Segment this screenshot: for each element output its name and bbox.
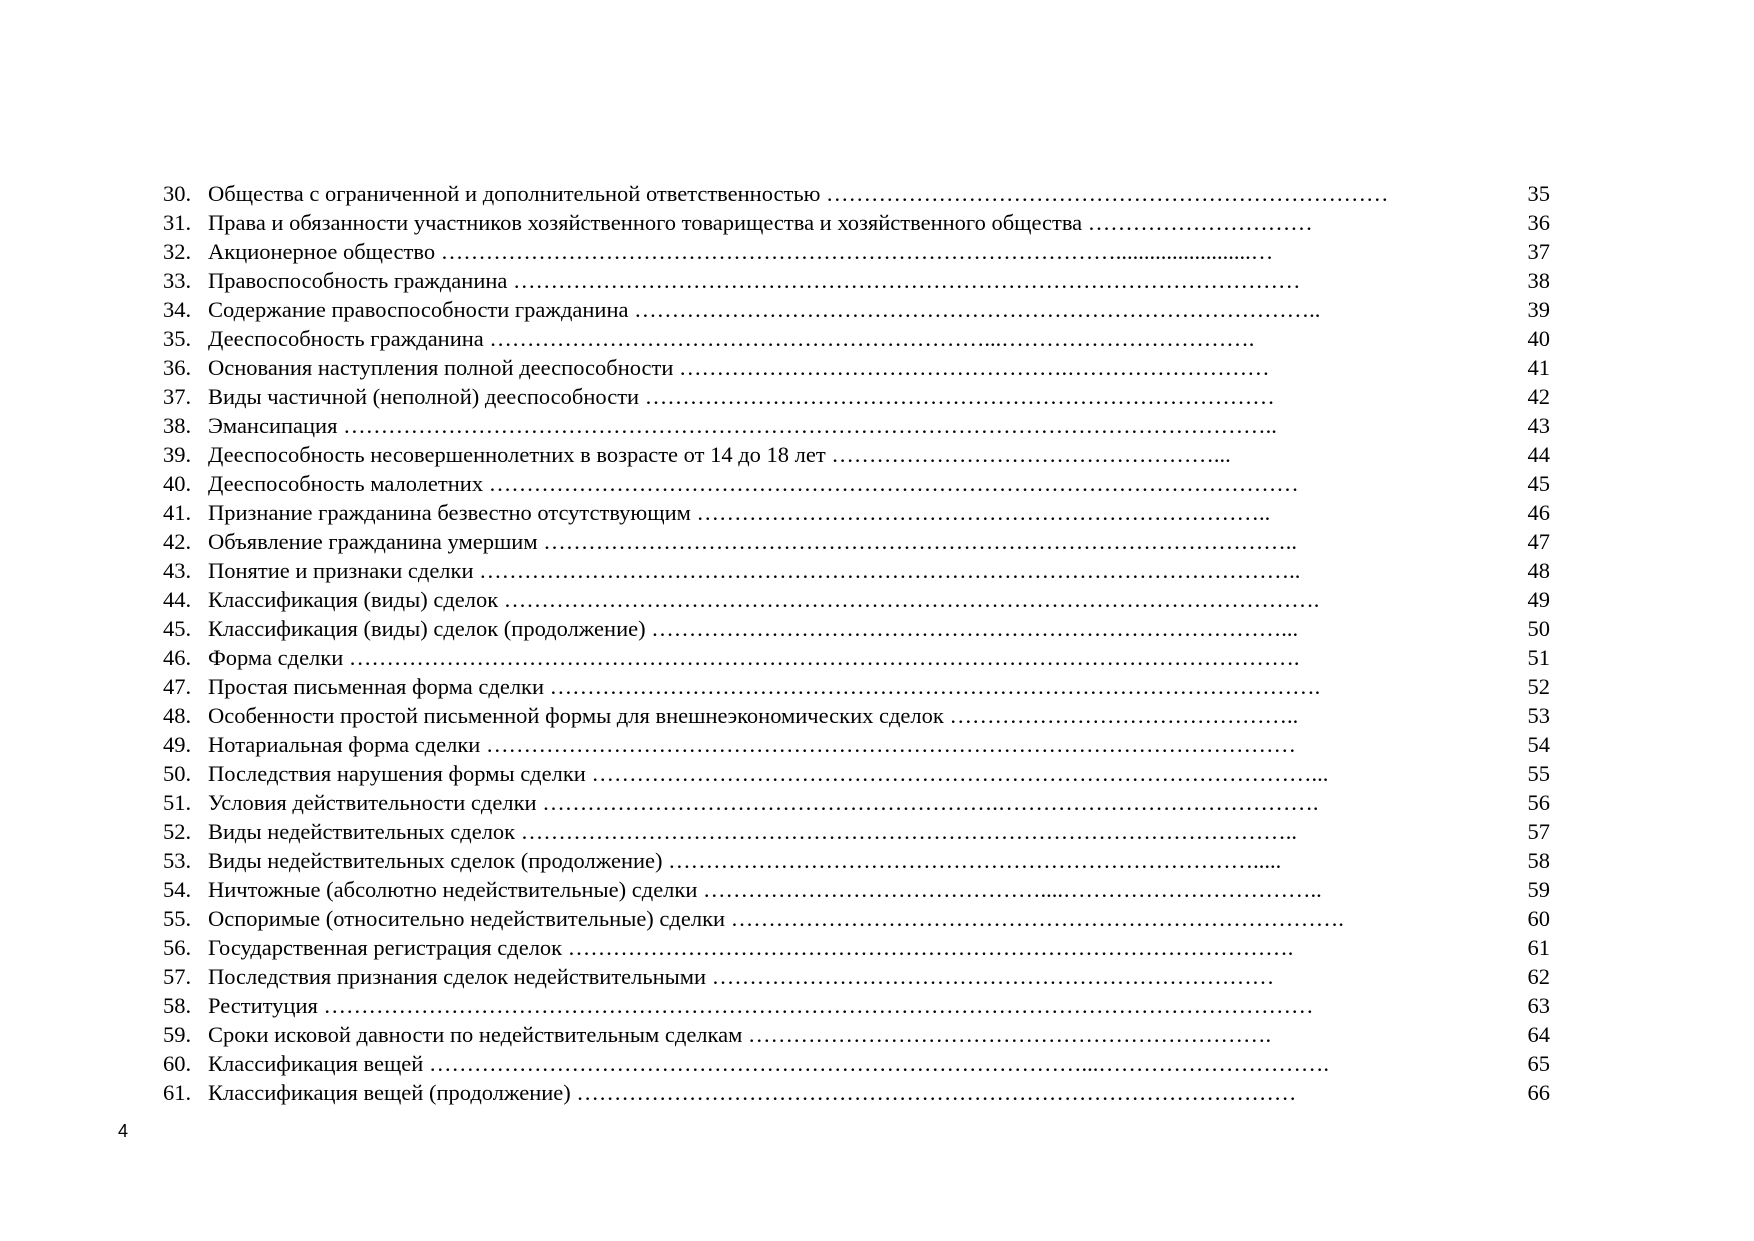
toc-entry-page: 53 <box>1527 703 1550 728</box>
toc-entry-title: Оспоримые (относительно недействительные) сделки <box>208 906 726 931</box>
table-of-contents <box>163 179 1550 1107</box>
toc-entry-page: 66 <box>1527 1080 1550 1105</box>
toc-entry-page: 51 <box>1527 645 1550 670</box>
toc-entry <box>163 527 1550 556</box>
toc-entry-title-line <box>208 469 1618 498</box>
toc-entry-number: 47. <box>163 674 192 699</box>
toc-entry-leader-dots: ……………………………………………………………………………………….. <box>543 529 1297 554</box>
toc-entry-title: Виды недействительных сделок (продолжение) <box>208 848 663 873</box>
toc-entry-number: 36. <box>163 355 192 380</box>
toc-entry-title: Дееспособность малолетних <box>208 471 484 496</box>
toc-entry-number: 56. <box>163 935 192 960</box>
toc-entry-page: 62 <box>1527 964 1550 989</box>
toc-entry-leader-dots: ………………………………………………………………………………………….. <box>520 819 1297 844</box>
toc-entry-leader-dots: …………………………………………………………………………... <box>651 616 1299 641</box>
toc-entry-title: Нотариальная форма сделки <box>208 732 481 757</box>
toc-entry-title: Правоспособность гражданина <box>208 268 508 293</box>
toc-entry-title: Классификация вещей <box>208 1051 424 1076</box>
toc-entry-title-line <box>208 672 1618 701</box>
toc-entry-number: 41. <box>163 500 192 525</box>
toc-entry-title: Эмансипация <box>208 413 338 438</box>
toc-entry-page: 57 <box>1527 819 1550 844</box>
toc-entry <box>163 295 1550 324</box>
toc-entry-leader-dots: …………………………………………………………………………………………. <box>549 674 1321 699</box>
toc-entry-leader-dots: ……………………………………………... <box>831 442 1231 467</box>
toc-entry-title-line <box>208 266 1618 295</box>
toc-entry-number: 42. <box>163 529 192 554</box>
toc-entry-title-line <box>208 295 1618 324</box>
toc-entry <box>163 759 1550 788</box>
toc-entry-title: Реституция <box>208 993 318 1018</box>
toc-entry-number: 61. <box>163 1080 192 1105</box>
toc-entry-title-line <box>208 962 1618 991</box>
toc-entry <box>163 672 1550 701</box>
toc-entry <box>163 643 1550 672</box>
toc-entry-title-line <box>208 440 1618 469</box>
toc-entry-number: 58. <box>163 993 192 1018</box>
toc-entry-number: 53. <box>163 848 192 873</box>
toc-entry-number: 52. <box>163 819 192 844</box>
toc-entry <box>163 353 1550 382</box>
toc-entry-page: 50 <box>1527 616 1550 641</box>
toc-entry-page: 47 <box>1527 529 1550 554</box>
toc-entry-title: Последствия нарушения формы сделки <box>208 761 586 786</box>
page-number: 4 <box>118 1121 129 1141</box>
toc-entry <box>163 266 1550 295</box>
toc-entry-page: 45 <box>1527 471 1550 496</box>
toc-entry-title-line <box>208 324 1618 353</box>
toc-entry-leader-dots: ……………………………………………………………………………...…………………………. <box>428 1051 1329 1076</box>
toc-entry-number: 37. <box>163 384 192 409</box>
toc-entry-title: Объявление гражданина умершим <box>208 529 538 554</box>
toc-entry-leader-dots: …………………………………………………………………………………………… <box>513 268 1301 293</box>
toc-entry-number: 43. <box>163 558 192 583</box>
toc-entry <box>163 411 1550 440</box>
toc-entry-leader-dots: ……………………………………………………………………………………………… <box>488 471 1299 496</box>
toc-entry-title: Понятие и признаки сделки <box>208 558 474 583</box>
toc-entry-title-line <box>208 817 1618 846</box>
toc-entry <box>163 556 1550 585</box>
toc-entry-number: 38. <box>163 413 192 438</box>
toc-entry-title-line <box>208 179 1618 208</box>
toc-entry-leader-dots: ……………………………………….. <box>949 703 1299 728</box>
toc-entry-title-line <box>208 1078 1618 1107</box>
toc-entry <box>163 904 1550 933</box>
toc-entry-title: Простая письменная форма сделки <box>208 674 545 699</box>
toc-entry-page: 40 <box>1527 326 1550 351</box>
toc-entry-title: Содержание правоспособности гражданина <box>208 297 629 322</box>
toc-entry <box>163 846 1550 875</box>
toc-entry-title-line <box>208 875 1618 904</box>
toc-entry-title: Общества с ограниченной и дополнительной ответственностью <box>208 181 821 206</box>
toc-entry-title-line <box>208 759 1618 788</box>
toc-entry-number: 40. <box>163 471 192 496</box>
toc-entry-title-line <box>208 498 1618 527</box>
toc-entry-leader-dots: …………………………………………………………………………………… <box>576 1080 1297 1105</box>
toc-entry-title-line <box>208 991 1618 1020</box>
toc-entry-title-line <box>208 556 1618 585</box>
toc-entry <box>163 875 1550 904</box>
toc-entry-leader-dots: ………………………………………………………………………………........................… <box>440 239 1274 264</box>
toc-entry <box>163 788 1550 817</box>
toc-entry-title: Государственная регистрация сделок <box>208 935 563 960</box>
toc-entry-leader-dots: ……………………………………………………………………..... <box>668 848 1282 873</box>
toc-entry-page: 48 <box>1527 558 1550 583</box>
toc-entry <box>163 1049 1550 1078</box>
toc-entry <box>163 1078 1550 1107</box>
toc-entry-number: 49. <box>163 732 192 757</box>
toc-entry-number: 33. <box>163 268 192 293</box>
toc-entry-title: Классификация вещей (продолжение) <box>208 1080 571 1105</box>
toc-entry-leader-dots: ………………………………………………………………….. <box>696 500 1271 525</box>
toc-entry-title-line <box>208 643 1618 672</box>
toc-entry-leader-dots: …………………………………………………………………………………………………………….. <box>343 413 1277 438</box>
toc-entry-leader-dots: ……………………………………………………………………………………………….. <box>479 558 1301 583</box>
toc-entry-number: 44. <box>163 587 192 612</box>
toc-entry-number: 59. <box>163 1022 192 1047</box>
toc-entry-leader-dots: …………………………………………………….……………………………………. <box>542 790 1319 815</box>
toc-entry-title: Основания наступления полной дееспособности <box>208 355 674 380</box>
toc-entry <box>163 817 1550 846</box>
toc-entry-title-line <box>208 237 1618 266</box>
toc-entry <box>163 208 1550 237</box>
toc-entry-number: 57. <box>163 964 192 989</box>
toc-entry-title-line <box>208 904 1618 933</box>
toc-entry-title-line <box>208 411 1618 440</box>
toc-entry-title: Классификация (виды) сделок <box>208 587 499 612</box>
toc-entry-title: Акционерное общество <box>208 239 436 264</box>
toc-entry-title-line <box>208 382 1618 411</box>
toc-entry-title-line <box>208 788 1618 817</box>
toc-entry <box>163 179 1550 208</box>
toc-entry-title: Ничтожные (абсолютно недействительные) сделки <box>208 877 698 902</box>
toc-entry-number: 51. <box>163 790 192 815</box>
toc-entry <box>163 991 1550 1020</box>
toc-entry-title-line <box>208 614 1618 643</box>
toc-entry-title-line <box>208 1020 1618 1049</box>
toc-entry-title-line <box>208 730 1618 759</box>
toc-entry-leader-dots: ………………………………………………………………………. <box>730 906 1344 931</box>
toc-entry-leader-dots: ………………………………………………………………… <box>711 964 1275 989</box>
toc-entry-page: 54 <box>1527 732 1550 757</box>
toc-entry-leader-dots: ……………………………………………………………………………………………… <box>485 732 1296 757</box>
toc-entry-number: 55. <box>163 906 192 931</box>
toc-entry-page: 61 <box>1527 935 1550 960</box>
toc-entry-title-line <box>208 527 1618 556</box>
toc-entry <box>163 730 1550 759</box>
toc-entry-title: Форма сделки <box>208 645 344 670</box>
toc-entry-page: 36 <box>1527 210 1550 235</box>
toc-entry-number: 31. <box>163 210 192 235</box>
toc-entry <box>163 498 1550 527</box>
toc-entry-leader-dots: ………………………………………………………………………………………………. <box>503 587 1320 612</box>
toc-entry-number: 45. <box>163 616 192 641</box>
toc-entry-page: 56 <box>1527 790 1550 815</box>
toc-entry-page: 46 <box>1527 500 1550 525</box>
toc-entry-page: 39 <box>1527 297 1550 322</box>
toc-entry-title-line <box>208 933 1618 962</box>
toc-entry-leader-dots: ………………………………………………………………………………………………………………. <box>348 645 1300 670</box>
toc-entry-title-line <box>208 353 1618 382</box>
toc-entry <box>163 382 1550 411</box>
toc-entry-title-line <box>208 701 1618 730</box>
toc-entry-leader-dots: ……………………………………………………………………………….. <box>634 297 1321 322</box>
toc-entry <box>163 324 1550 353</box>
toc-entry-title: Особенности простой письменной формы для внешнеэкономических сделок <box>208 703 944 728</box>
toc-entry-number: 35. <box>163 326 192 351</box>
toc-entry-title: Сроки исковой давности по недействительным сделкам <box>208 1022 743 1047</box>
toc-entry-leader-dots: ………………………… <box>1087 210 1313 235</box>
toc-entry <box>163 933 1550 962</box>
toc-entry-page: 64 <box>1527 1022 1550 1047</box>
toc-entry-page: 59 <box>1527 877 1550 902</box>
toc-entry <box>163 469 1550 498</box>
toc-entry-page: 60 <box>1527 906 1550 931</box>
toc-entry-title: Дееспособность гражданина <box>208 326 484 351</box>
toc-entry-page: 58 <box>1527 848 1550 873</box>
toc-entry-leader-dots: …………………………………………….……………………… <box>679 355 1270 380</box>
toc-entry-leader-dots: ………………………………………………………………………… <box>644 384 1275 409</box>
toc-entry <box>163 701 1550 730</box>
toc-entry-page: 52 <box>1527 674 1550 699</box>
toc-entry-title: Виды недействительных сделок <box>208 819 516 844</box>
toc-entry-page: 37 <box>1527 239 1550 264</box>
toc-entry-leader-dots: ………………………………………………………………… <box>826 181 1389 206</box>
toc-entry-page: 35 <box>1527 181 1550 206</box>
toc-entry <box>163 962 1550 991</box>
toc-entry-leader-dots: ……………………………………………………………………………………... <box>591 761 1329 786</box>
toc-entry-title-line <box>208 1049 1618 1078</box>
toc-entry <box>163 585 1550 614</box>
toc-entry-title: Дееспособность несовершеннолетних в возрасте от 14 до 18 лет <box>208 442 826 467</box>
toc-entry-page: 38 <box>1527 268 1550 293</box>
toc-entry-page: 65 <box>1527 1051 1550 1076</box>
toc-entry-title: Классификация (виды) сделок (продолжение) <box>208 616 646 641</box>
toc-entry-title: Виды частичной (неполной) дееспособности <box>208 384 640 409</box>
toc-entry-page: 44 <box>1527 442 1550 467</box>
toc-entry-leader-dots: ………………………………………....…………………………….. <box>703 877 1322 902</box>
toc-entry-page: 55 <box>1527 761 1550 786</box>
toc-entry <box>163 1020 1550 1049</box>
toc-entry-page: 43 <box>1527 413 1550 438</box>
toc-entry-leader-dots: …………………………………………………………...……………………………. <box>489 326 1255 351</box>
toc-entry-page: 42 <box>1527 384 1550 409</box>
toc-entry-number: 46. <box>163 645 192 670</box>
toc-entry-title-line <box>208 208 1618 237</box>
toc-entry-leader-dots: ……………………………………………………………. <box>747 1022 1272 1047</box>
toc-entry-title-line <box>208 585 1618 614</box>
toc-entry-number: 39. <box>163 442 192 467</box>
toc-entry-number: 54. <box>163 877 192 902</box>
toc-entry-number: 32. <box>163 239 192 264</box>
toc-entry-page: 49 <box>1527 587 1550 612</box>
toc-entry-title: Признание гражданина безвестно отсутствующим <box>208 500 691 525</box>
toc-entry-number: 50. <box>163 761 192 786</box>
toc-entry-title-line <box>208 846 1618 875</box>
toc-entry-number: 60. <box>163 1051 192 1076</box>
toc-entry-title: Условия действительности сделки <box>208 790 537 815</box>
toc-entry <box>163 237 1550 266</box>
toc-entry <box>163 614 1550 643</box>
toc-entry-title: Права и обязанности участников хозяйственного товарищества и хозяйственного общества <box>208 210 1083 235</box>
toc-entry-page: 41 <box>1527 355 1550 380</box>
toc-entry-number: 34. <box>163 297 192 322</box>
toc-entry <box>163 440 1550 469</box>
toc-entry-number: 30. <box>163 181 192 206</box>
toc-entry-title: Последствия признания сделок недействительными <box>208 964 707 989</box>
toc-entry-page: 63 <box>1527 993 1550 1018</box>
toc-entry-number: 48. <box>163 703 192 728</box>
toc-entry-leader-dots: ……………………………………………………………………………………. <box>567 935 1294 960</box>
toc-entry-leader-dots: …………………………………………………………………………………………………………………… <box>323 993 1314 1018</box>
